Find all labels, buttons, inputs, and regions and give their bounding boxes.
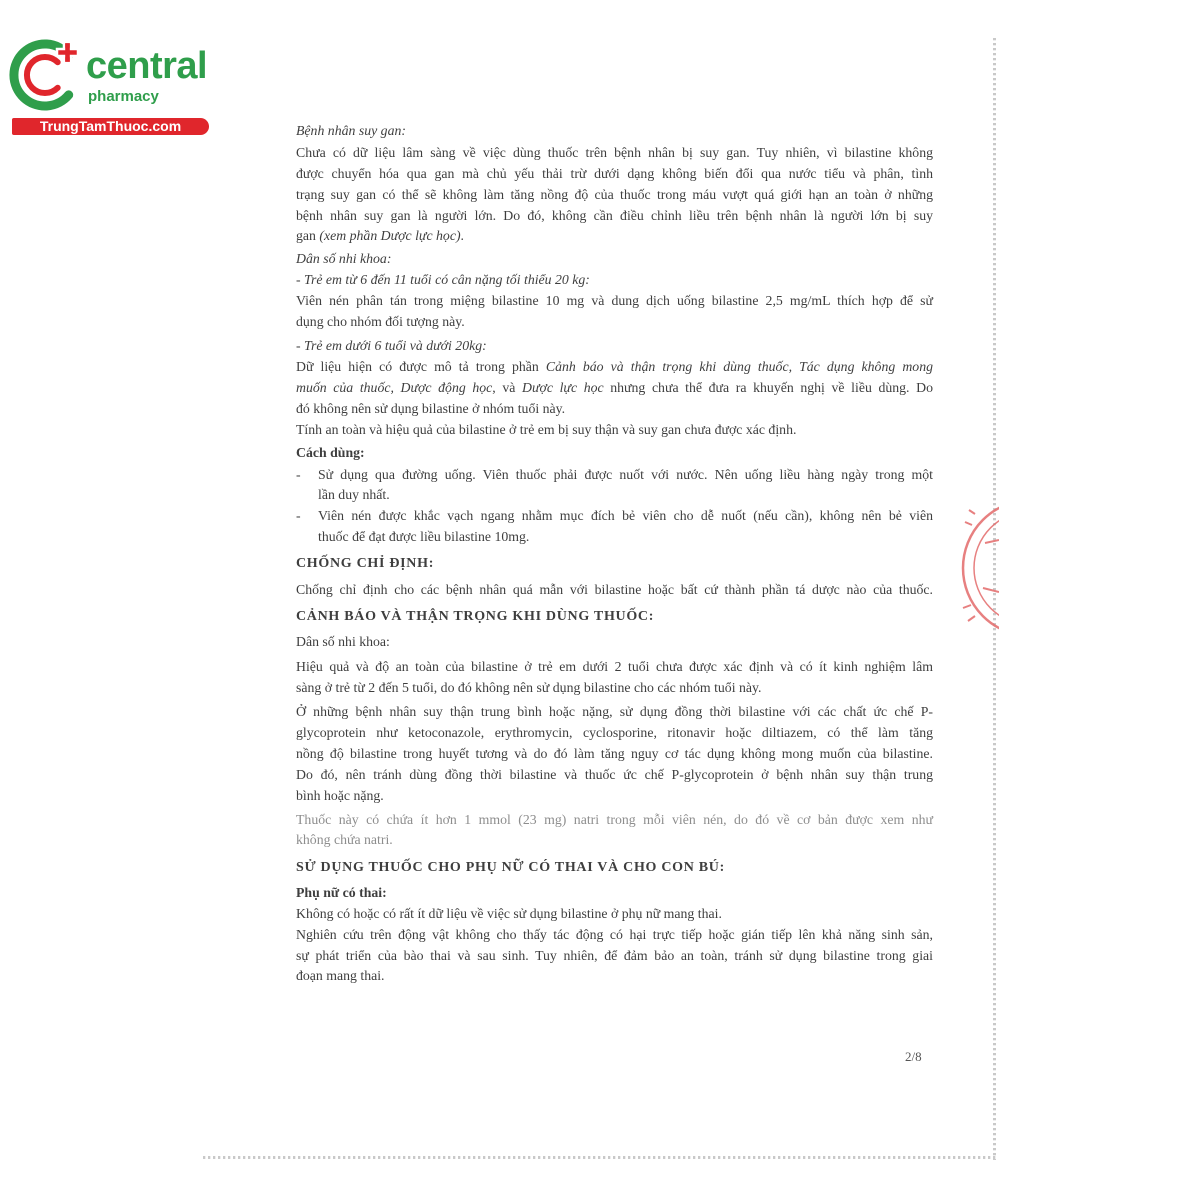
paragraph-line: được chuyển hóa qua gan mà chủ yếu thải trừ dưới dạng không biến đổi qua nước tiểu và phân, tình bbox=[296, 166, 933, 181]
text-segment: nhưng chưa thể đưa ra khuyến nghị về liều dùng. Do bbox=[603, 380, 933, 395]
section-heading-pediatric: Dân số nhi khoa: bbox=[296, 251, 392, 266]
text-segment: . bbox=[460, 228, 464, 243]
bullet-line: lần duy nhất. bbox=[318, 487, 390, 502]
section-heading-hepatic: Bệnh nhân suy gan: bbox=[296, 123, 406, 138]
paragraph-line: nồng độ bilastine trong huyết tương và do đó làm tăng nguy cơ tác dụng không mong muốn của bilastine. bbox=[296, 746, 933, 761]
paragraph-line: Hiệu quả và độ an toàn của bilastine ở trẻ em dưới 2 tuổi chưa được xác định và có ít kinh nghiệm lâm bbox=[296, 659, 933, 674]
paragraph-line: Chưa có dữ liệu lâm sàng về việc dùng thuốc trên bệnh nhân bị suy gan. Tuy nhiên, vì bilastine không bbox=[296, 145, 933, 160]
subheading-under-6: - Trẻ em dưới 6 tuổi và dưới 20kg: bbox=[296, 338, 487, 353]
section-heading-warnings: CẢNH BÁO VÀ THẬN TRỌNG KHI DÙNG THUỐC: bbox=[296, 609, 655, 624]
section-heading-pregnancy: SỬ DỤNG THUỐC CHO PHỤ NỮ CÓ THAI VÀ CHO CON BÚ: bbox=[296, 860, 725, 875]
logo-brand-name: central bbox=[86, 45, 208, 87]
cross-reference: (xem phần Dược lực học) bbox=[319, 228, 461, 243]
text-segment: , và bbox=[492, 380, 522, 395]
paragraph-line: đoạn mang thai. bbox=[296, 968, 385, 983]
cross-reference: Dược lực học bbox=[522, 380, 604, 395]
paragraph-line-faded: không chứa natri. bbox=[296, 832, 393, 847]
bullet-line: Sử dụng qua đường uống. Viên thuốc phải được nuốt với nước. Nên uống liều hàng ngày trong một bbox=[318, 467, 933, 482]
section-heading-administration: Cách dùng: bbox=[296, 445, 365, 460]
paragraph-line: glycoprotein như ketoconazole, erythromycin, cyclosporine, ritonavir hoặc diltiazem, có thể làm tăng bbox=[296, 725, 933, 740]
paragraph-line bbox=[296, 358, 933, 376]
paragraph-line: đó không nên sử dụng bilastine ở nhóm tuổi này. bbox=[296, 401, 566, 416]
subheading-pregnant-women: Phụ nữ có thai: bbox=[296, 885, 387, 900]
page-edge-bottom bbox=[203, 1156, 997, 1159]
paragraph-line: bệnh nhân suy gan là người lớn. Do đó, không cần điều chỉnh liều trên bệnh nhân là người lớn bị suy bbox=[296, 208, 933, 223]
paragraph-line: bình hoặc nặng. bbox=[296, 788, 384, 803]
cross-ring-logo-icon bbox=[5, 35, 87, 115]
text-segment: gan bbox=[296, 228, 320, 243]
cross-reference: muốn của thuốc, bbox=[296, 380, 401, 395]
paragraph-line: trạng suy gan có thể sẽ không làm tăng nồng độ của thuốc trong máu vượt quá giới hạn an toàn ở những bbox=[296, 187, 933, 202]
paragraph-line: dụng cho nhóm đối tượng này. bbox=[296, 314, 465, 329]
paragraph-line bbox=[296, 227, 933, 245]
paragraph-line bbox=[296, 379, 933, 397]
logo-website-text: TrungTamThuoc.com bbox=[39, 118, 182, 134]
paragraph-line: Viên nén phân tán trong miệng bilastine 10 mg và dung dịch uống bilastine 2,5 mg/mL thích hợp để sử bbox=[296, 293, 933, 308]
bullet-line: Viên nén được khắc vạch ngang nhằm mục đích bẻ viên cho dễ nuốt (nếu cần), không nên bẻ viên bbox=[318, 508, 933, 523]
paragraph-line: Tính an toàn và hiệu quả của bilastine ở trẻ em bị suy thận và suy gan chưa được xác định. bbox=[296, 422, 797, 437]
paragraph-line: Không có hoặc có rất ít dữ liệu về việc sử dụng bilastine ở phụ nữ mang thai. bbox=[296, 906, 722, 921]
subheading-pediatric: Dân số nhi khoa: bbox=[296, 634, 390, 649]
section-heading-contraindications: CHỐNG CHỈ ĐỊNH: bbox=[296, 556, 435, 571]
subheading-age-6-11: - Trẻ em từ 6 đến 11 tuổi có cân nặng tối thiểu 20 kg: bbox=[296, 272, 590, 287]
bullet-line: thuốc để đạt được liều bilastine 10mg. bbox=[318, 529, 530, 544]
paragraph-line: sự phát triển của bào thai và sau sinh. Tuy nhiên, để đảm bảo an toàn, tránh sử dụng bilastine trong giai bbox=[296, 948, 933, 963]
cross-reference: Cảnh báo và thận trọng khi dùng thuốc, Tác dụng không mong bbox=[545, 359, 933, 374]
paragraph-line: Do đó, nên tránh dùng đồng thời bilastine và thuốc ức chế P-glycoprotein ở bệnh nhân suy thận trung bbox=[296, 767, 933, 782]
cross-reference: Dược động học bbox=[400, 380, 493, 395]
bullet-marker: - bbox=[296, 467, 301, 482]
paragraph-line: sàng ở trẻ từ 2 đến 5 tuổi, do đó không nên sử dụng bilastine cho các nhóm tuổi này. bbox=[296, 680, 762, 695]
logo-tagline: pharmacy bbox=[88, 88, 159, 105]
paragraph-line-faded: Thuốc này có chứa ít hơn 1 mmol (23 mg) natri trong mỗi viên nén, do đó về cơ bản được xem như bbox=[296, 812, 933, 827]
bullet-marker: - bbox=[296, 508, 301, 523]
paragraph-line: Nghiên cứu trên động vật không cho thấy tác động có hại trực tiếp hoặc gián tiếp lên khả năng sinh sản, bbox=[296, 927, 933, 942]
text-segment: Dữ liệu hiện có được mô tả trong phần bbox=[296, 359, 546, 374]
paragraph-line: Chống chỉ định cho các bệnh nhân quá mẫn với bilastine hoặc bất cứ thành phần tá dược nào của thuốc. bbox=[296, 582, 933, 597]
paragraph-line: Ở những bệnh nhân suy thận trung bình hoặc nặng, sử dụng đồng thời bilastine với các chất ức chế P- bbox=[296, 704, 933, 719]
logo-website-banner bbox=[12, 118, 209, 135]
page-number: 2/8 bbox=[905, 1049, 922, 1064]
stamp-seal bbox=[955, 488, 999, 648]
